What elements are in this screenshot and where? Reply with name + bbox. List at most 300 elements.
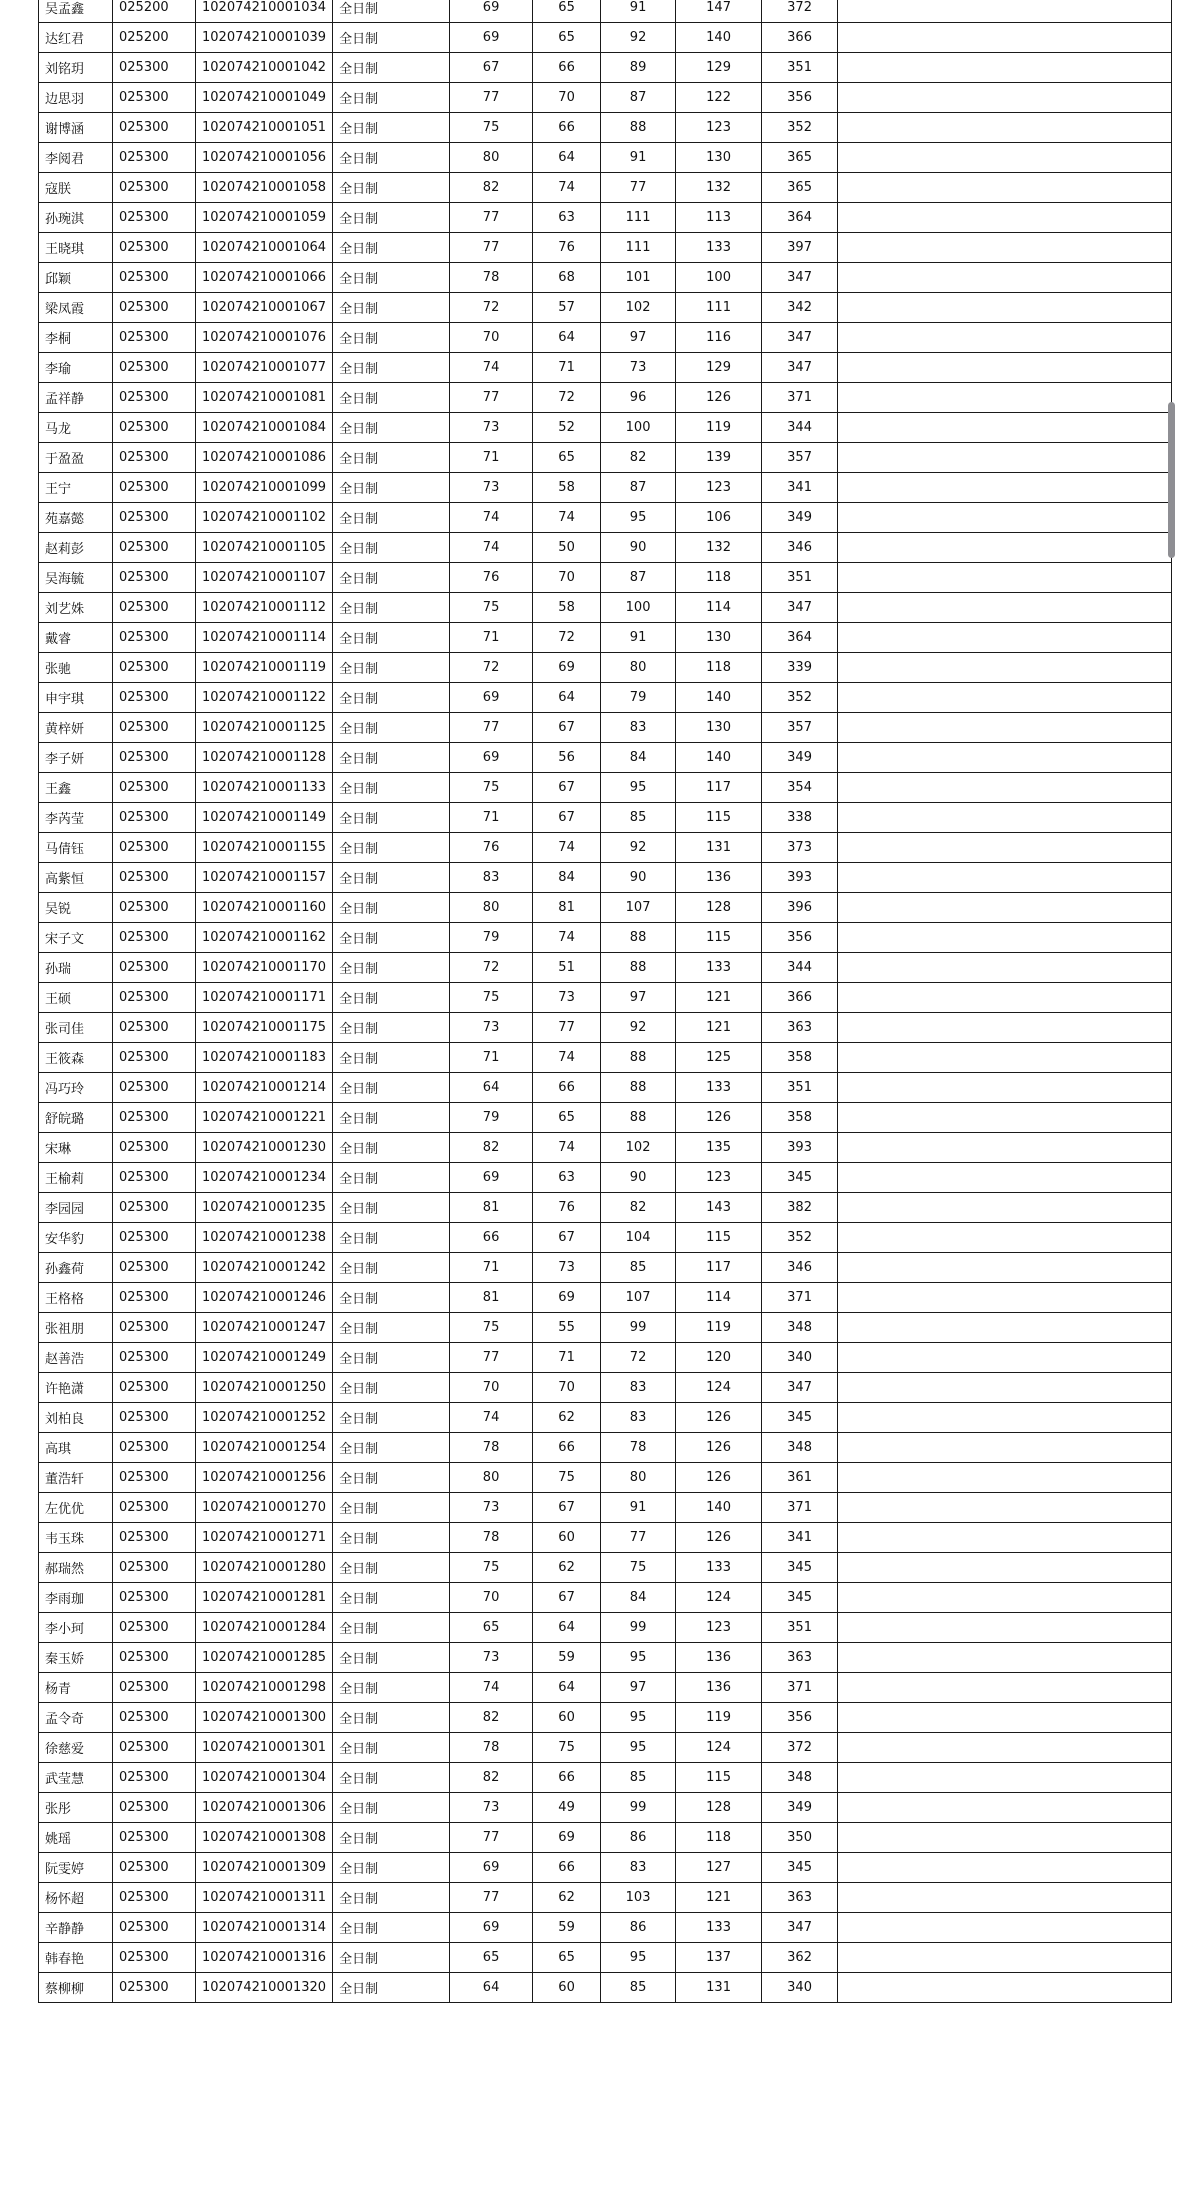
cell-major-code: 025300 <box>113 653 196 683</box>
cell-name: 韦玉珠 <box>39 1523 113 1553</box>
cell-english-score: 72 <box>533 383 601 413</box>
cell-remark <box>838 653 1172 683</box>
table-row <box>39 1133 1172 1163</box>
cell-study-mode: 全日制 <box>333 1043 450 1073</box>
cell-politics-score: 71 <box>450 1043 533 1073</box>
cell-study-mode: 全日制 <box>333 593 450 623</box>
cell-politics-score: 82 <box>450 1763 533 1793</box>
table-row <box>39 1673 1172 1703</box>
cell-subject2-score: 128 <box>676 893 762 923</box>
cell-english-score: 76 <box>533 1193 601 1223</box>
cell-exam-id: 102074210001077 <box>196 353 333 383</box>
cell-remark <box>838 1043 1172 1073</box>
cell-total-score: 344 <box>762 413 838 443</box>
cell-subject1-score: 86 <box>601 1913 676 1943</box>
cell-exam-id: 102074210001059 <box>196 203 333 233</box>
cell-major-code: 025300 <box>113 773 196 803</box>
cell-total-score: 363 <box>762 1643 838 1673</box>
cell-politics-score: 78 <box>450 1433 533 1463</box>
cell-total-score: 357 <box>762 443 838 473</box>
cell-name: 王榆莉 <box>39 1163 113 1193</box>
cell-name: 徐慈爱 <box>39 1733 113 1763</box>
cell-subject1-score: 103 <box>601 1883 676 1913</box>
table-row <box>39 323 1172 353</box>
cell-major-code: 025300 <box>113 623 196 653</box>
cell-subject2-score: 126 <box>676 1433 762 1463</box>
cell-remark <box>838 893 1172 923</box>
cell-english-score: 63 <box>533 203 601 233</box>
cell-politics-score: 77 <box>450 713 533 743</box>
cell-major-code: 025300 <box>113 833 196 863</box>
cell-study-mode: 全日制 <box>333 1673 450 1703</box>
table-row <box>39 1073 1172 1103</box>
cell-remark <box>838 923 1172 953</box>
table-row <box>39 1223 1172 1253</box>
cell-exam-id: 102074210001238 <box>196 1223 333 1253</box>
table-row <box>39 533 1172 563</box>
cell-politics-score: 75 <box>450 983 533 1013</box>
cell-study-mode: 全日制 <box>333 443 450 473</box>
cell-exam-id: 102074210001155 <box>196 833 333 863</box>
cell-name: 宋子文 <box>39 923 113 953</box>
cell-politics-score: 65 <box>450 1943 533 1973</box>
cell-name: 刘艺姝 <box>39 593 113 623</box>
cell-major-code: 025300 <box>113 1613 196 1643</box>
cell-exam-id: 102074210001170 <box>196 953 333 983</box>
table-row <box>39 1643 1172 1673</box>
cell-study-mode: 全日制 <box>333 1763 450 1793</box>
cell-subject2-score: 130 <box>676 623 762 653</box>
cell-name: 杨怀超 <box>39 1883 113 1913</box>
cell-study-mode: 全日制 <box>333 863 450 893</box>
cell-major-code: 025300 <box>113 923 196 953</box>
cell-total-score: 347 <box>762 263 838 293</box>
cell-english-score: 71 <box>533 1343 601 1373</box>
cell-remark <box>838 743 1172 773</box>
cell-total-score: 346 <box>762 1253 838 1283</box>
cell-politics-score: 76 <box>450 563 533 593</box>
cell-subject1-score: 90 <box>601 863 676 893</box>
cell-name: 吴锐 <box>39 893 113 923</box>
cell-remark <box>838 1343 1172 1373</box>
cell-subject2-score: 132 <box>676 173 762 203</box>
scrollbar[interactable] <box>1168 402 1175 558</box>
cell-total-score: 352 <box>762 1223 838 1253</box>
cell-study-mode: 全日制 <box>333 1163 450 1193</box>
cell-major-code: 025300 <box>113 1883 196 1913</box>
cell-major-code: 025300 <box>113 1643 196 1673</box>
cell-subject1-score: 84 <box>601 1583 676 1613</box>
cell-study-mode: 全日制 <box>333 623 450 653</box>
cell-subject2-score: 124 <box>676 1733 762 1763</box>
cell-exam-id: 102074210001086 <box>196 443 333 473</box>
cell-total-score: 362 <box>762 1943 838 1973</box>
cell-english-score: 62 <box>533 1883 601 1913</box>
cell-politics-score: 64 <box>450 1073 533 1103</box>
cell-total-score: 349 <box>762 743 838 773</box>
cell-total-score: 350 <box>762 1823 838 1853</box>
cell-subject1-score: 82 <box>601 443 676 473</box>
cell-exam-id: 102074210001285 <box>196 1643 333 1673</box>
cell-politics-score: 65 <box>450 1613 533 1643</box>
cell-subject2-score: 118 <box>676 1823 762 1853</box>
cell-name: 苑嘉懿 <box>39 503 113 533</box>
cell-exam-id: 102074210001049 <box>196 83 333 113</box>
cell-english-score: 65 <box>533 443 601 473</box>
cell-study-mode: 全日制 <box>333 1343 450 1373</box>
table-row <box>39 293 1172 323</box>
cell-remark <box>838 143 1172 173</box>
cell-study-mode: 全日制 <box>333 113 450 143</box>
cell-exam-id: 102074210001314 <box>196 1913 333 1943</box>
cell-subject2-score: 115 <box>676 803 762 833</box>
cell-subject1-score: 107 <box>601 1283 676 1313</box>
cell-name: 辛静静 <box>39 1913 113 1943</box>
cell-subject2-score: 136 <box>676 1673 762 1703</box>
cell-exam-id: 102074210001122 <box>196 683 333 713</box>
cell-subject2-score: 131 <box>676 833 762 863</box>
cell-remark <box>838 473 1172 503</box>
cell-remark <box>838 1463 1172 1493</box>
cell-exam-id: 102074210001149 <box>196 803 333 833</box>
cell-english-score: 70 <box>533 563 601 593</box>
table-row <box>39 1193 1172 1223</box>
cell-subject2-score: 132 <box>676 533 762 563</box>
cell-subject1-score: 92 <box>601 23 676 53</box>
cell-study-mode: 全日制 <box>333 743 450 773</box>
cell-study-mode: 全日制 <box>333 23 450 53</box>
cell-total-score: 338 <box>762 803 838 833</box>
cell-english-score: 84 <box>533 863 601 893</box>
cell-subject1-score: 90 <box>601 533 676 563</box>
cell-subject1-score: 85 <box>601 1253 676 1283</box>
cell-english-score: 67 <box>533 1223 601 1253</box>
cell-politics-score: 82 <box>450 1133 533 1163</box>
cell-study-mode: 全日制 <box>333 1103 450 1133</box>
cell-remark <box>838 263 1172 293</box>
cell-subject2-score: 136 <box>676 863 762 893</box>
cell-total-score: 342 <box>762 293 838 323</box>
cell-major-code: 025300 <box>113 263 196 293</box>
cell-study-mode: 全日制 <box>333 1943 450 1973</box>
cell-major-code: 025300 <box>113 1823 196 1853</box>
cell-total-score: 372 <box>762 1733 838 1763</box>
cell-subject2-score: 129 <box>676 53 762 83</box>
cell-exam-id: 102074210001281 <box>196 1583 333 1613</box>
cell-english-score: 74 <box>533 833 601 863</box>
cell-exam-id: 102074210001064 <box>196 233 333 263</box>
cell-subject1-score: 75 <box>601 1553 676 1583</box>
cell-study-mode: 全日制 <box>333 1253 450 1283</box>
cell-remark <box>838 1433 1172 1463</box>
cell-subject1-score: 82 <box>601 1193 676 1223</box>
table-row <box>39 863 1172 893</box>
cell-total-score: 397 <box>762 233 838 263</box>
cell-major-code: 025300 <box>113 323 196 353</box>
cell-subject2-score: 135 <box>676 1133 762 1163</box>
cell-english-score: 81 <box>533 893 601 923</box>
cell-subject1-score: 95 <box>601 1733 676 1763</box>
table-row <box>39 563 1172 593</box>
cell-study-mode: 全日制 <box>333 1463 450 1493</box>
cell-exam-id: 102074210001102 <box>196 503 333 533</box>
cell-study-mode: 全日制 <box>333 473 450 503</box>
cell-subject1-score: 100 <box>601 413 676 443</box>
cell-remark <box>838 1763 1172 1793</box>
cell-english-score: 65 <box>533 0 601 23</box>
cell-subject2-score: 126 <box>676 383 762 413</box>
cell-total-score: 371 <box>762 1493 838 1523</box>
cell-total-score: 346 <box>762 533 838 563</box>
cell-subject1-score: 95 <box>601 503 676 533</box>
cell-politics-score: 82 <box>450 1703 533 1733</box>
table-row <box>39 233 1172 263</box>
cell-major-code: 025300 <box>113 143 196 173</box>
cell-total-score: 366 <box>762 23 838 53</box>
cell-remark <box>838 1253 1172 1283</box>
cell-politics-score: 77 <box>450 203 533 233</box>
table-row <box>39 1103 1172 1133</box>
table-row <box>39 953 1172 983</box>
cell-major-code: 025300 <box>113 1163 196 1193</box>
cell-study-mode: 全日制 <box>333 713 450 743</box>
cell-english-score: 69 <box>533 1283 601 1313</box>
cell-subject1-score: 79 <box>601 683 676 713</box>
cell-major-code: 025300 <box>113 563 196 593</box>
cell-exam-id: 102074210001250 <box>196 1373 333 1403</box>
cell-study-mode: 全日制 <box>333 1613 450 1643</box>
cell-subject2-score: 125 <box>676 1043 762 1073</box>
cell-study-mode: 全日制 <box>333 533 450 563</box>
cell-name: 于盈盈 <box>39 443 113 473</box>
cell-english-score: 64 <box>533 1673 601 1703</box>
cell-remark <box>838 1943 1172 1973</box>
cell-major-code: 025300 <box>113 203 196 233</box>
cell-study-mode: 全日制 <box>333 1373 450 1403</box>
cell-exam-id: 102074210001311 <box>196 1883 333 1913</box>
cell-total-score: 348 <box>762 1433 838 1463</box>
cell-major-code: 025300 <box>113 53 196 83</box>
cell-exam-id: 102074210001160 <box>196 893 333 923</box>
cell-study-mode: 全日制 <box>333 263 450 293</box>
cell-subject2-score: 115 <box>676 1223 762 1253</box>
cell-total-score: 361 <box>762 1463 838 1493</box>
cell-study-mode: 全日制 <box>333 983 450 1013</box>
score-table <box>38 0 1172 2003</box>
table-row <box>39 1943 1172 1973</box>
cell-name: 赵莉彭 <box>39 533 113 563</box>
cell-remark <box>838 1073 1172 1103</box>
cell-subject2-score: 126 <box>676 1403 762 1433</box>
cell-english-score: 71 <box>533 353 601 383</box>
cell-exam-id: 102074210001133 <box>196 773 333 803</box>
cell-total-score: 344 <box>762 953 838 983</box>
cell-remark <box>838 1283 1172 1313</box>
cell-exam-id: 102074210001183 <box>196 1043 333 1073</box>
cell-subject2-score: 133 <box>676 233 762 263</box>
cell-total-score: 365 <box>762 143 838 173</box>
cell-english-score: 65 <box>533 23 601 53</box>
cell-remark <box>838 863 1172 893</box>
cell-english-score: 67 <box>533 1493 601 1523</box>
table-row <box>39 593 1172 623</box>
cell-remark <box>838 203 1172 233</box>
cell-total-score: 352 <box>762 683 838 713</box>
cell-study-mode: 全日制 <box>333 563 450 593</box>
table-row <box>39 893 1172 923</box>
cell-study-mode: 全日制 <box>333 0 450 23</box>
cell-major-code: 025300 <box>113 743 196 773</box>
cell-major-code: 025300 <box>113 953 196 983</box>
cell-major-code: 025200 <box>113 0 196 23</box>
cell-exam-id: 102074210001107 <box>196 563 333 593</box>
cell-exam-id: 102074210001254 <box>196 1433 333 1463</box>
cell-total-score: 345 <box>762 1583 838 1613</box>
table-row <box>39 23 1172 53</box>
cell-name: 姚瑶 <box>39 1823 113 1853</box>
cell-subject1-score: 72 <box>601 1343 676 1373</box>
cell-subject1-score: 73 <box>601 353 676 383</box>
cell-exam-id: 102074210001256 <box>196 1463 333 1493</box>
cell-total-score: 356 <box>762 83 838 113</box>
cell-total-score: 349 <box>762 503 838 533</box>
cell-politics-score: 66 <box>450 1223 533 1253</box>
cell-subject2-score: 120 <box>676 1343 762 1373</box>
cell-name: 谢博涵 <box>39 113 113 143</box>
cell-politics-score: 75 <box>450 593 533 623</box>
cell-name: 王鑫 <box>39 773 113 803</box>
cell-study-mode: 全日制 <box>333 893 450 923</box>
table-row <box>39 983 1172 1013</box>
cell-total-score: 382 <box>762 1193 838 1223</box>
cell-exam-id: 102074210001221 <box>196 1103 333 1133</box>
table-row <box>39 383 1172 413</box>
cell-total-score: 340 <box>762 1973 838 2003</box>
table-row <box>39 1463 1172 1493</box>
cell-exam-id: 102074210001230 <box>196 1133 333 1163</box>
cell-english-score: 73 <box>533 983 601 1013</box>
cell-remark <box>838 293 1172 323</box>
cell-english-score: 62 <box>533 1403 601 1433</box>
cell-english-score: 67 <box>533 773 601 803</box>
cell-name: 王格格 <box>39 1283 113 1313</box>
cell-name: 达红君 <box>39 23 113 53</box>
cell-major-code: 025300 <box>113 1943 196 1973</box>
cell-subject2-score: 140 <box>676 23 762 53</box>
cell-subject2-score: 140 <box>676 1493 762 1523</box>
cell-subject2-score: 123 <box>676 473 762 503</box>
cell-english-score: 51 <box>533 953 601 983</box>
cell-politics-score: 71 <box>450 1253 533 1283</box>
cell-subject2-score: 143 <box>676 1193 762 1223</box>
cell-remark <box>838 953 1172 983</box>
cell-politics-score: 70 <box>450 323 533 353</box>
table-row <box>39 53 1172 83</box>
table-row <box>39 833 1172 863</box>
cell-name: 张司佳 <box>39 1013 113 1043</box>
cell-study-mode: 全日制 <box>333 683 450 713</box>
cell-major-code: 025300 <box>113 1913 196 1943</box>
cell-name: 李子妍 <box>39 743 113 773</box>
cell-total-score: 352 <box>762 113 838 143</box>
cell-major-code: 025300 <box>113 1283 196 1313</box>
cell-politics-score: 73 <box>450 1493 533 1523</box>
cell-politics-score: 74 <box>450 533 533 563</box>
cell-remark <box>838 1223 1172 1253</box>
cell-english-score: 66 <box>533 1073 601 1103</box>
cell-total-score: 348 <box>762 1763 838 1793</box>
cell-major-code: 025300 <box>113 353 196 383</box>
cell-name: 孙瑞 <box>39 953 113 983</box>
table-row <box>39 263 1172 293</box>
table-row <box>39 1433 1172 1463</box>
cell-politics-score: 71 <box>450 443 533 473</box>
cell-politics-score: 82 <box>450 173 533 203</box>
table-row <box>39 353 1172 383</box>
cell-study-mode: 全日制 <box>333 1703 450 1733</box>
cell-study-mode: 全日制 <box>333 773 450 803</box>
cell-politics-score: 77 <box>450 1343 533 1373</box>
cell-study-mode: 全日制 <box>333 1643 450 1673</box>
cell-exam-id: 102074210001242 <box>196 1253 333 1283</box>
cell-name: 郝瑞然 <box>39 1553 113 1583</box>
table-row <box>39 143 1172 173</box>
cell-subject1-score: 102 <box>601 293 676 323</box>
cell-total-score: 341 <box>762 473 838 503</box>
cell-major-code: 025300 <box>113 1433 196 1463</box>
cell-major-code: 025300 <box>113 113 196 143</box>
table-row <box>39 1613 1172 1643</box>
cell-subject1-score: 92 <box>601 833 676 863</box>
cell-name: 董浩轩 <box>39 1463 113 1493</box>
cell-english-score: 64 <box>533 323 601 353</box>
cell-remark <box>838 443 1172 473</box>
cell-subject2-score: 121 <box>676 1013 762 1043</box>
cell-exam-id: 102074210001162 <box>196 923 333 953</box>
cell-politics-score: 80 <box>450 893 533 923</box>
cell-politics-score: 64 <box>450 1973 533 2003</box>
cell-exam-id: 102074210001235 <box>196 1193 333 1223</box>
cell-total-score: 371 <box>762 1283 838 1313</box>
cell-english-score: 77 <box>533 1013 601 1043</box>
cell-exam-id: 102074210001056 <box>196 143 333 173</box>
table-row <box>39 1733 1172 1763</box>
cell-subject2-score: 119 <box>676 1703 762 1733</box>
cell-english-score: 65 <box>533 1103 601 1133</box>
table-row <box>39 413 1172 443</box>
cell-english-score: 64 <box>533 683 601 713</box>
cell-remark <box>838 1193 1172 1223</box>
cell-english-score: 60 <box>533 1973 601 2003</box>
cell-remark <box>838 1733 1172 1763</box>
cell-exam-id: 102074210001125 <box>196 713 333 743</box>
cell-study-mode: 全日制 <box>333 1583 450 1613</box>
cell-total-score: 393 <box>762 863 838 893</box>
cell-total-score: 351 <box>762 1073 838 1103</box>
cell-subject1-score: 83 <box>601 1403 676 1433</box>
cell-name: 马倩钰 <box>39 833 113 863</box>
cell-subject2-score: 124 <box>676 1583 762 1613</box>
cell-english-score: 59 <box>533 1913 601 1943</box>
cell-major-code: 025300 <box>113 1763 196 1793</box>
cell-politics-score: 74 <box>450 1403 533 1433</box>
cell-total-score: 396 <box>762 893 838 923</box>
cell-subject2-score: 139 <box>676 443 762 473</box>
cell-name: 舒皖璐 <box>39 1103 113 1133</box>
table-row <box>39 1973 1172 2003</box>
cell-subject1-score: 88 <box>601 1103 676 1133</box>
cell-remark <box>838 1163 1172 1193</box>
